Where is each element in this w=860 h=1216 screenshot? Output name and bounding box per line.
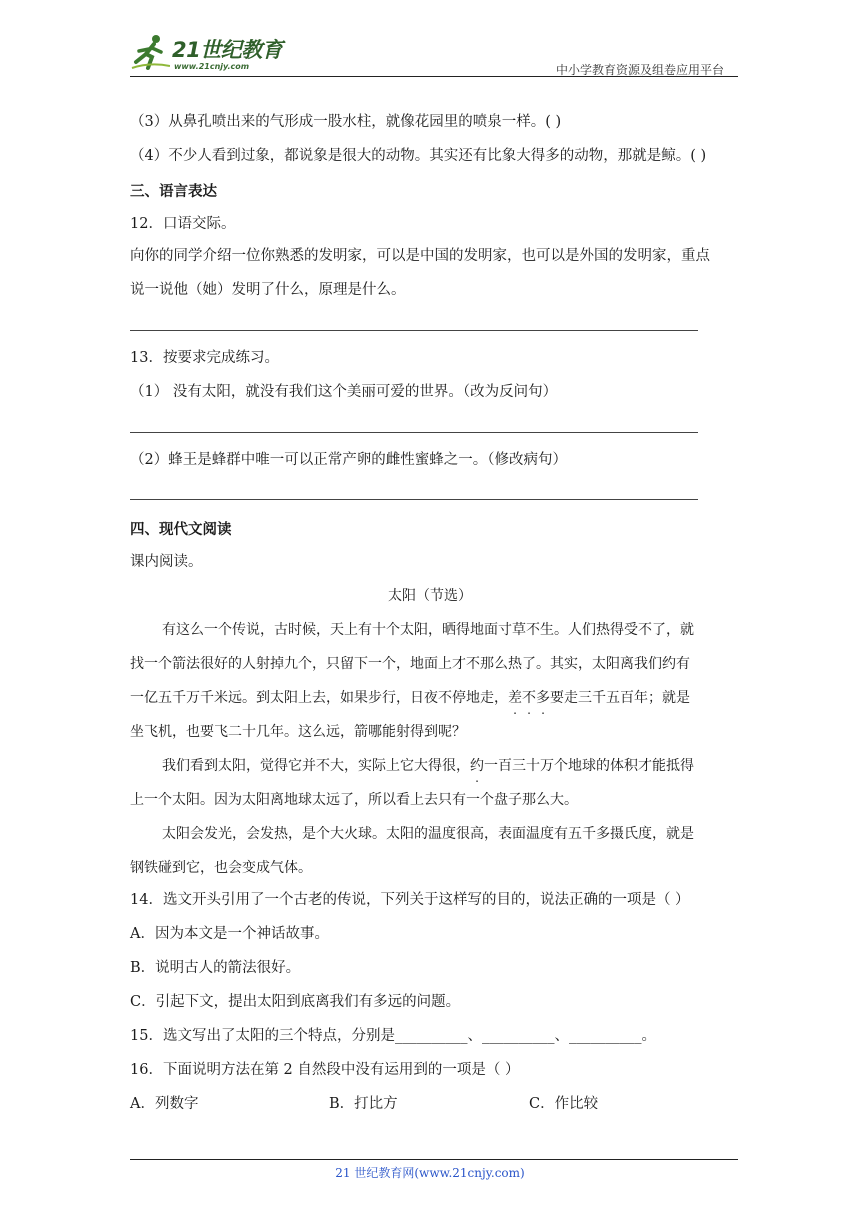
footer-link[interactable]: 21 世纪教育网(www.21cnjy.com) (335, 1166, 525, 1180)
passage-p1-line-4: 坐飞机，也要飞二十几年。这么远，箭哪能射得到呢？ (130, 724, 466, 740)
question-14-option-a[interactable]: A．因为本文是一个神话故事。 (130, 926, 329, 942)
question-16-option-b[interactable]: B．打比方 (329, 1096, 398, 1112)
question-13-1: （1） 没有太阳，就没有我们这个美丽可爱的世界。（改为反问句） (130, 384, 558, 400)
passage-p1-line-1: 有这么一个传说，古时候，天上有十个太阳，晒得地面寸草不生。人们热得受不了，就 (162, 622, 694, 638)
emphasis-dot-char: 约 (470, 758, 484, 774)
passage-p3-line-2: 钢铁碰到它，也会变成气体。 (130, 860, 312, 876)
section-heading-3: 三、语言表达 (130, 184, 217, 200)
platform-label: 中小学教育资源及组卷应用平台 (555, 63, 724, 77)
passage-p3-line-1: 太阳会发光，会发热，是个大火球。太阳的温度很高，表面温度有五千多摄氏度，就是 (162, 826, 694, 842)
footer-divider (130, 1159, 738, 1160)
answer-line[interactable] (130, 330, 698, 331)
question-12-text-2: 说一说他（她）发明了什么，原理是什么。 (130, 282, 406, 298)
question-12-text-1: 向你的同学介绍一位你熟悉的发明家，可以是中国的发明家，也可以是外国的发明家，重点 (130, 248, 710, 264)
question-11-4: （4）不少人看到过象，都说象是很大的动物。其实还有比象大得多的动物，那就是鲸。( ) (130, 148, 707, 164)
passage-text: 我们看到太阳，觉得它并不大，实际上它大得很， (162, 758, 470, 774)
passage-p2-line-1 (162, 755, 694, 775)
question-14-option-c[interactable]: C．引起下文，提出太阳到底离我们有多远的问题。 (130, 994, 461, 1010)
passage-text: 一亿五千万千米远。到太阳上去，如果步行，日夜不停地走， (130, 690, 508, 706)
passage-title: 太阳（节选） (388, 588, 472, 604)
question-11-3: （3）从鼻孔喷出来的气形成一股水柱，就像花园里的喷泉一样。( ) (130, 114, 562, 130)
site-logo (122, 28, 292, 78)
passage-text: 一百三十万个地球的体积才能抵得 (484, 758, 694, 774)
question-15: 15．选文写出了太阳的三个特点，分别是__________、__________、__________。 (130, 1028, 656, 1044)
passage-p1-line-3 (130, 687, 690, 707)
answer-line[interactable] (130, 432, 698, 433)
question-13-2: （2）蜂王是蜂群中唯一可以正常产卵的雌性蜜蜂之一。（修改病句） (130, 452, 567, 468)
question-14: 14．选文开头引用了一个古老的传说，下列关于这样写的目的，说法正确的一项是（ ） (130, 892, 690, 908)
section-heading-4: 四、现代文阅读 (130, 522, 232, 538)
passage-p2-line-2: 上一个太阳。因为太阳离地球太远了，所以看上去只有一个盘子那么大。 (130, 792, 578, 808)
emphasis-dot-char: 不 (522, 690, 536, 706)
emphasis-dot-char: 差 (508, 690, 522, 706)
question-12-title: 12．口语交际。 (130, 216, 236, 232)
question-16: 16．下面说明方法在第 2 自然段中没有运用到的一项是（ ） (130, 1062, 520, 1078)
emphasis-dot-char: 多 (536, 690, 550, 706)
header-divider (130, 76, 738, 77)
logo-url-text: www.21cnjy.com (174, 62, 250, 71)
logo-brand-text: 21世纪教育 (172, 38, 283, 62)
passage-p1-line-2: 找一个箭法很好的人射掉九个，只留下一个，地面上才不那么热了。其实，太阳离我们约有 (130, 656, 690, 672)
answer-line[interactable] (130, 499, 698, 500)
question-16-option-c[interactable]: C．作比较 (529, 1096, 599, 1112)
question-14-option-b[interactable]: B．说明古人的箭法很好。 (130, 960, 301, 976)
passage-text: 要走三千五百年；就是 (550, 690, 690, 706)
runner-logo-icon (130, 32, 170, 72)
reading-intro: 课内阅读。 (130, 554, 203, 570)
question-16-option-a[interactable]: A．列数字 (130, 1096, 199, 1112)
question-13-title: 13．按要求完成练习。 (130, 350, 279, 366)
